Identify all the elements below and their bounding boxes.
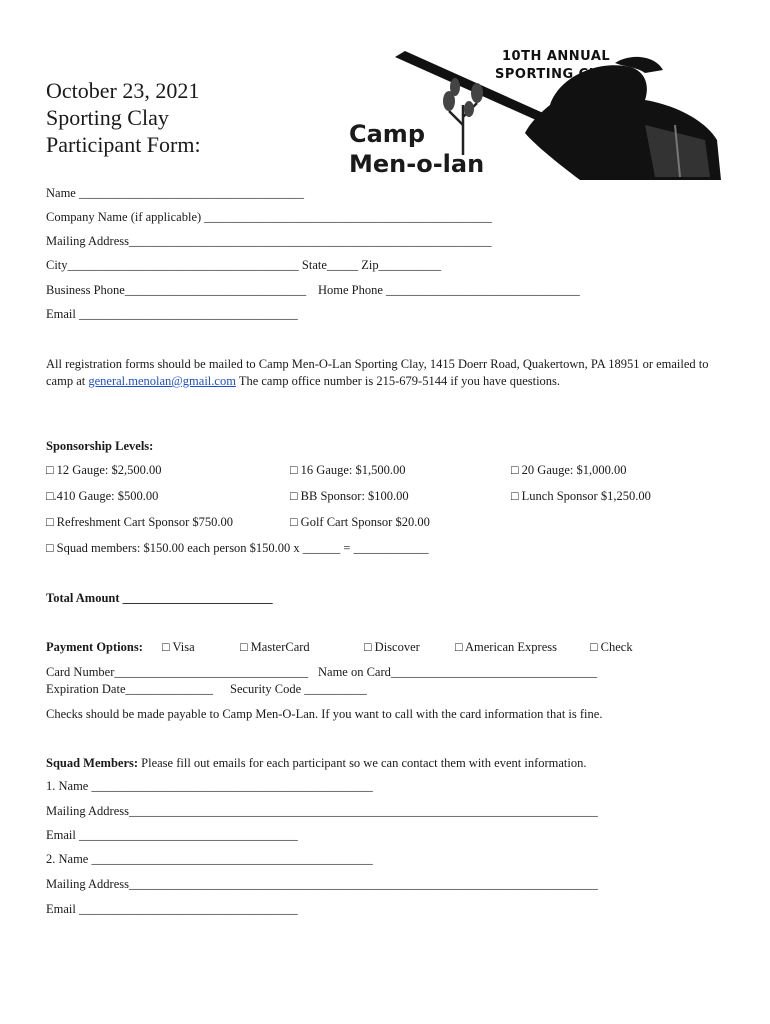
- business-phone-field[interactable]: Business Phone_____________________________: [46, 283, 307, 297]
- name-on-card-field[interactable]: Name on Card_________________________________: [318, 665, 598, 679]
- payment-mastercard-option[interactable]: □ MasterCard: [240, 640, 310, 654]
- card-number-field[interactable]: Card Number_______________________________: [46, 665, 309, 679]
- sponsorship-heading: Sponsorship Levels:: [46, 439, 154, 453]
- title-event: Sporting Clay: [46, 105, 169, 130]
- home-phone-field[interactable]: Home Phone _______________________________: [318, 283, 580, 297]
- name-field[interactable]: Name ____________________________________: [46, 186, 304, 200]
- logo-banner-line1: 10TH ANNUAL: [502, 49, 611, 64]
- squad-members-heading: Squad Members:: [46, 756, 139, 770]
- member-1-name-field[interactable]: 1. Name _____________________________________________: [46, 779, 373, 793]
- mailing-address-field[interactable]: Mailing Address__________________________________________________________: [46, 234, 492, 248]
- total-amount-field[interactable]: Total Amount ________________________: [46, 591, 273, 605]
- city-state-zip-field[interactable]: City_____________________________________ State_____ Zip__________: [46, 258, 442, 272]
- squad-members-option[interactable]: □ Squad members: $150.00 each person $150.00 x ______ = ____________: [46, 541, 429, 555]
- sponsor-16-gauge-option[interactable]: □ 16 Gauge: $1,500.00: [290, 463, 406, 477]
- sponsor-refreshment-cart-option[interactable]: □ Refreshment Cart Sponsor $750.00: [46, 515, 234, 529]
- payment-discover-option[interactable]: □ Discover: [364, 640, 420, 654]
- registration-text-1: All registration forms should be mailed to Camp Men-O-Lan Sporting Clay, 1415 Doerr Road, Quakertown, PA 18951 or emailed to camp at: [46, 357, 709, 388]
- registration-email-link[interactable]: general.menolan@gmail.com: [88, 374, 236, 388]
- sponsor-bb-option[interactable]: □ BB Sponsor: $100.00: [290, 489, 409, 503]
- camp-logo: [345, 45, 725, 185]
- sponsor-410-gauge-option[interactable]: □.410 Gauge: $500.00: [46, 489, 159, 503]
- payment-visa-option[interactable]: □ Visa: [162, 640, 195, 654]
- sponsor-golf-cart-option[interactable]: □ Golf Cart Sponsor $20.00: [290, 515, 430, 529]
- payment-options-heading: Payment Options:: [46, 640, 143, 654]
- email-field[interactable]: Email ___________________________________: [46, 307, 298, 321]
- squad-members-intro: [46, 756, 587, 771]
- title-form: Participant Form:: [46, 132, 201, 157]
- squad-members-instructions: Please fill out emails for each participant so we can contact them with event information.: [138, 756, 587, 770]
- member-2-name-field[interactable]: 2. Name _____________________________________________: [46, 852, 373, 866]
- logo-name-line2: Men-o-lan: [349, 150, 485, 178]
- member-1-email-field[interactable]: Email ___________________________________: [46, 828, 298, 842]
- registration-text-2: The camp office number is 215-679-5144 if you have questions.: [235, 374, 561, 388]
- expiration-date-field[interactable]: Expiration Date______________: [46, 682, 213, 696]
- registration-instructions: [46, 356, 726, 390]
- checks-note: Checks should be made payable to Camp Men-O-Lan. If you want to call with the card information that is fine.: [46, 707, 603, 721]
- member-1-mailing-field[interactable]: Mailing Address___________________________________________________________________________: [46, 804, 598, 818]
- sponsor-20-gauge-option[interactable]: □ 20 Gauge: $1,000.00: [511, 463, 627, 477]
- sponsor-12-gauge-option[interactable]: □ 12 Gauge: $2,500.00: [46, 463, 162, 477]
- payment-check-option[interactable]: □ Check: [590, 640, 633, 654]
- security-code-field[interactable]: Security Code __________: [230, 682, 367, 696]
- sponsor-lunch-option[interactable]: □ Lunch Sponsor $1,250.00: [511, 489, 651, 503]
- member-2-email-field[interactable]: Email ___________________________________: [46, 902, 298, 916]
- logo-name-line1: Camp: [349, 120, 425, 148]
- payment-amex-option[interactable]: □ American Express: [455, 640, 557, 654]
- title-date: October 23, 2021: [46, 78, 200, 103]
- logo-banner-line2: SPORTING CLAY: [495, 67, 617, 82]
- company-field[interactable]: Company Name (if applicable) ______________________________________________: [46, 210, 492, 224]
- member-2-mailing-field[interactable]: Mailing Address___________________________________________________________________________: [46, 877, 598, 891]
